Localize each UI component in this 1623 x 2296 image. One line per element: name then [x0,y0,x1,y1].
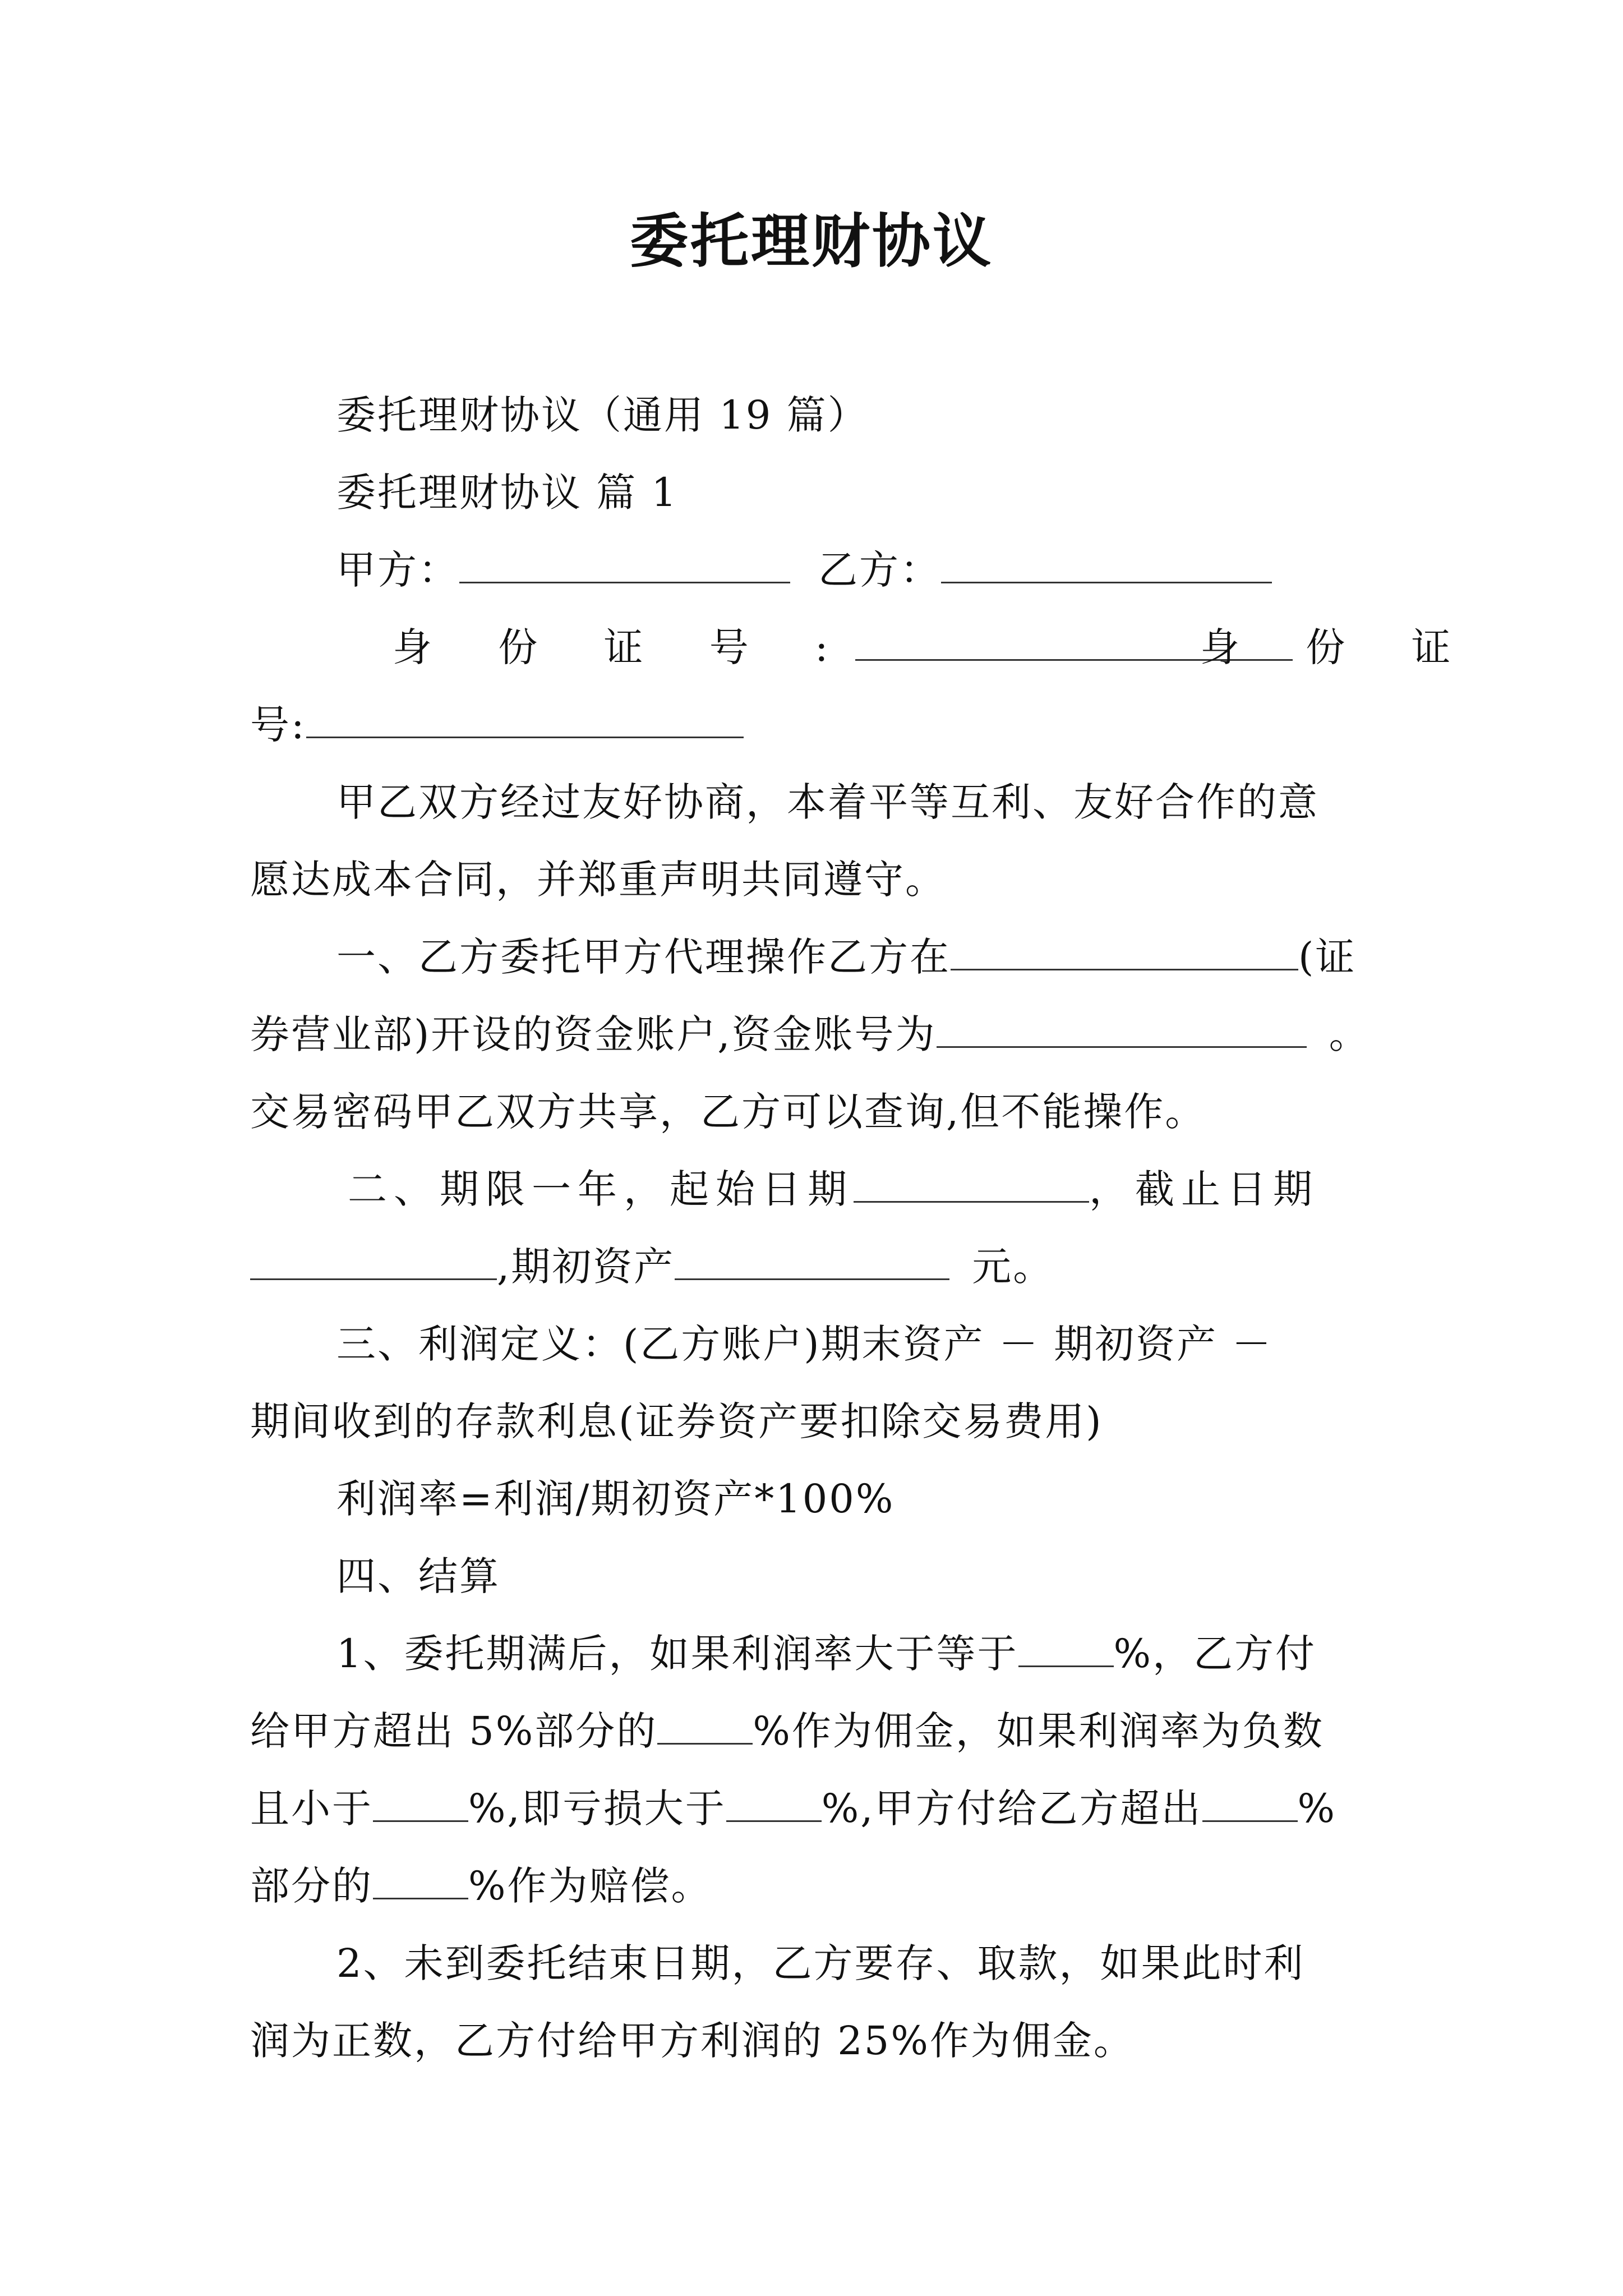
clause1-blank-2 [937,1009,1307,1048]
settle1-blank-5 [1202,1783,1298,1822]
clause2-text-1a: 二、期限一年，起始日期 [348,1166,854,1212]
settle1-text-2a: 给甲方超出 5%部分的 [250,1708,658,1754]
clause1-line-2 [250,1006,1370,1062]
settle2-line-1: 2、未到委托结束日期，乙方要存、取款，如果此时利 [336,1940,1305,1986]
clause1-text-2b: 。 [1329,1011,1370,1057]
settle1-line-4 [250,1858,712,1914]
clause2-text-1b: ，截止日期 [1089,1166,1319,1212]
settle1-line-3 [250,1780,1336,1837]
profit-rate-formula: 利润率=利润/期初资产*100% [336,1476,895,1522]
id-line-1 [393,619,1293,675]
party-a-blank [459,545,790,583]
id-label-2a: 身 份 证 [1200,624,1478,670]
settle1-blank-4 [726,1783,822,1822]
clause1-blank-1 [951,932,1298,970]
settle1-text-2b: %作为佣金，如果利润率为负数 [753,1708,1324,1754]
id-line-1b [1200,619,1478,675]
party-b-blank [941,545,1272,583]
intro-line-2: 愿达成本合同，并郑重声明共同遵守。 [250,857,946,903]
settle1-text-3c: %,甲方付给乙方超出 [821,1786,1202,1832]
clause1-text-1a: 一、乙方委托甲方代理操作乙方在 [336,934,951,980]
clause1-line-1 [336,929,1356,985]
clause3-line-1: 三、利润定义：(乙方账户)期末资产 － 期初资产 － [336,1321,1273,1367]
clause3-line-2: 期间收到的存款利息(证券资产要扣除交易费用) [250,1398,1103,1444]
clause1-line-3: 交易密码甲乙双方共享，乙方可以查询,但不能操作。 [250,1089,1206,1135]
clause4-heading: 四、结算 [336,1553,500,1599]
id-line-2 [250,697,744,753]
settle1-text-1a: 1、委托期满后，如果利润率大于等于 [336,1631,1018,1677]
settle1-text-4a: 部分的 [250,1863,373,1909]
party-a-label: 甲方： [336,547,459,593]
settle1-line-1 [336,1626,1316,1682]
settle1-blank-2 [657,1706,753,1745]
clause1-text-1b: (证 [1298,934,1357,980]
settle1-blank-6 [373,1861,468,1899]
section-heading: 委托理财协议 篇 1 [336,470,679,516]
party-b-label: 乙方： [818,547,941,593]
party-line [336,542,1272,598]
clause1-text-2a: 券营业部)开设的资金账户,资金账号为 [250,1011,937,1057]
settle1-text-3d: % [1297,1786,1337,1832]
settle1-line-2 [250,1703,1324,1759]
settle1-text-1b: %，乙方付 [1113,1631,1317,1677]
clause2-line-1 [348,1161,1319,1217]
settle1-text-3b: %,即亏损大于 [468,1786,726,1832]
clause2-text-2a: ,期初资产 [497,1244,675,1290]
intro-line-1: 甲乙双方经过友好协商，本着平等互利、友好合作的意 [336,779,1319,825]
clause2-line-2 [250,1239,1054,1295]
clause2-blank-end [250,1241,497,1280]
settle1-text-4b: %作为赔偿。 [468,1863,712,1909]
id-blank-2 [306,700,744,738]
document-subtitle: 委托理财协议（通用 19 篇） [336,392,869,438]
clause2-blank-start [854,1164,1089,1203]
id-label-2b: 号: [250,702,306,748]
id-label-1: 身 份 证 号 : [393,624,855,670]
clause2-text-2b: 元。 [972,1244,1054,1290]
settle1-blank-1 [1018,1628,1114,1667]
settle1-blank-3 [373,1783,468,1822]
document-title: 委托理财协议 [629,206,993,275]
settle1-text-3a: 且小于 [250,1786,373,1832]
settle2-line-2: 润为正数，乙方付给甲方利润的 25%作为佣金。 [250,2018,1135,2064]
clause2-blank-asset [675,1241,949,1280]
